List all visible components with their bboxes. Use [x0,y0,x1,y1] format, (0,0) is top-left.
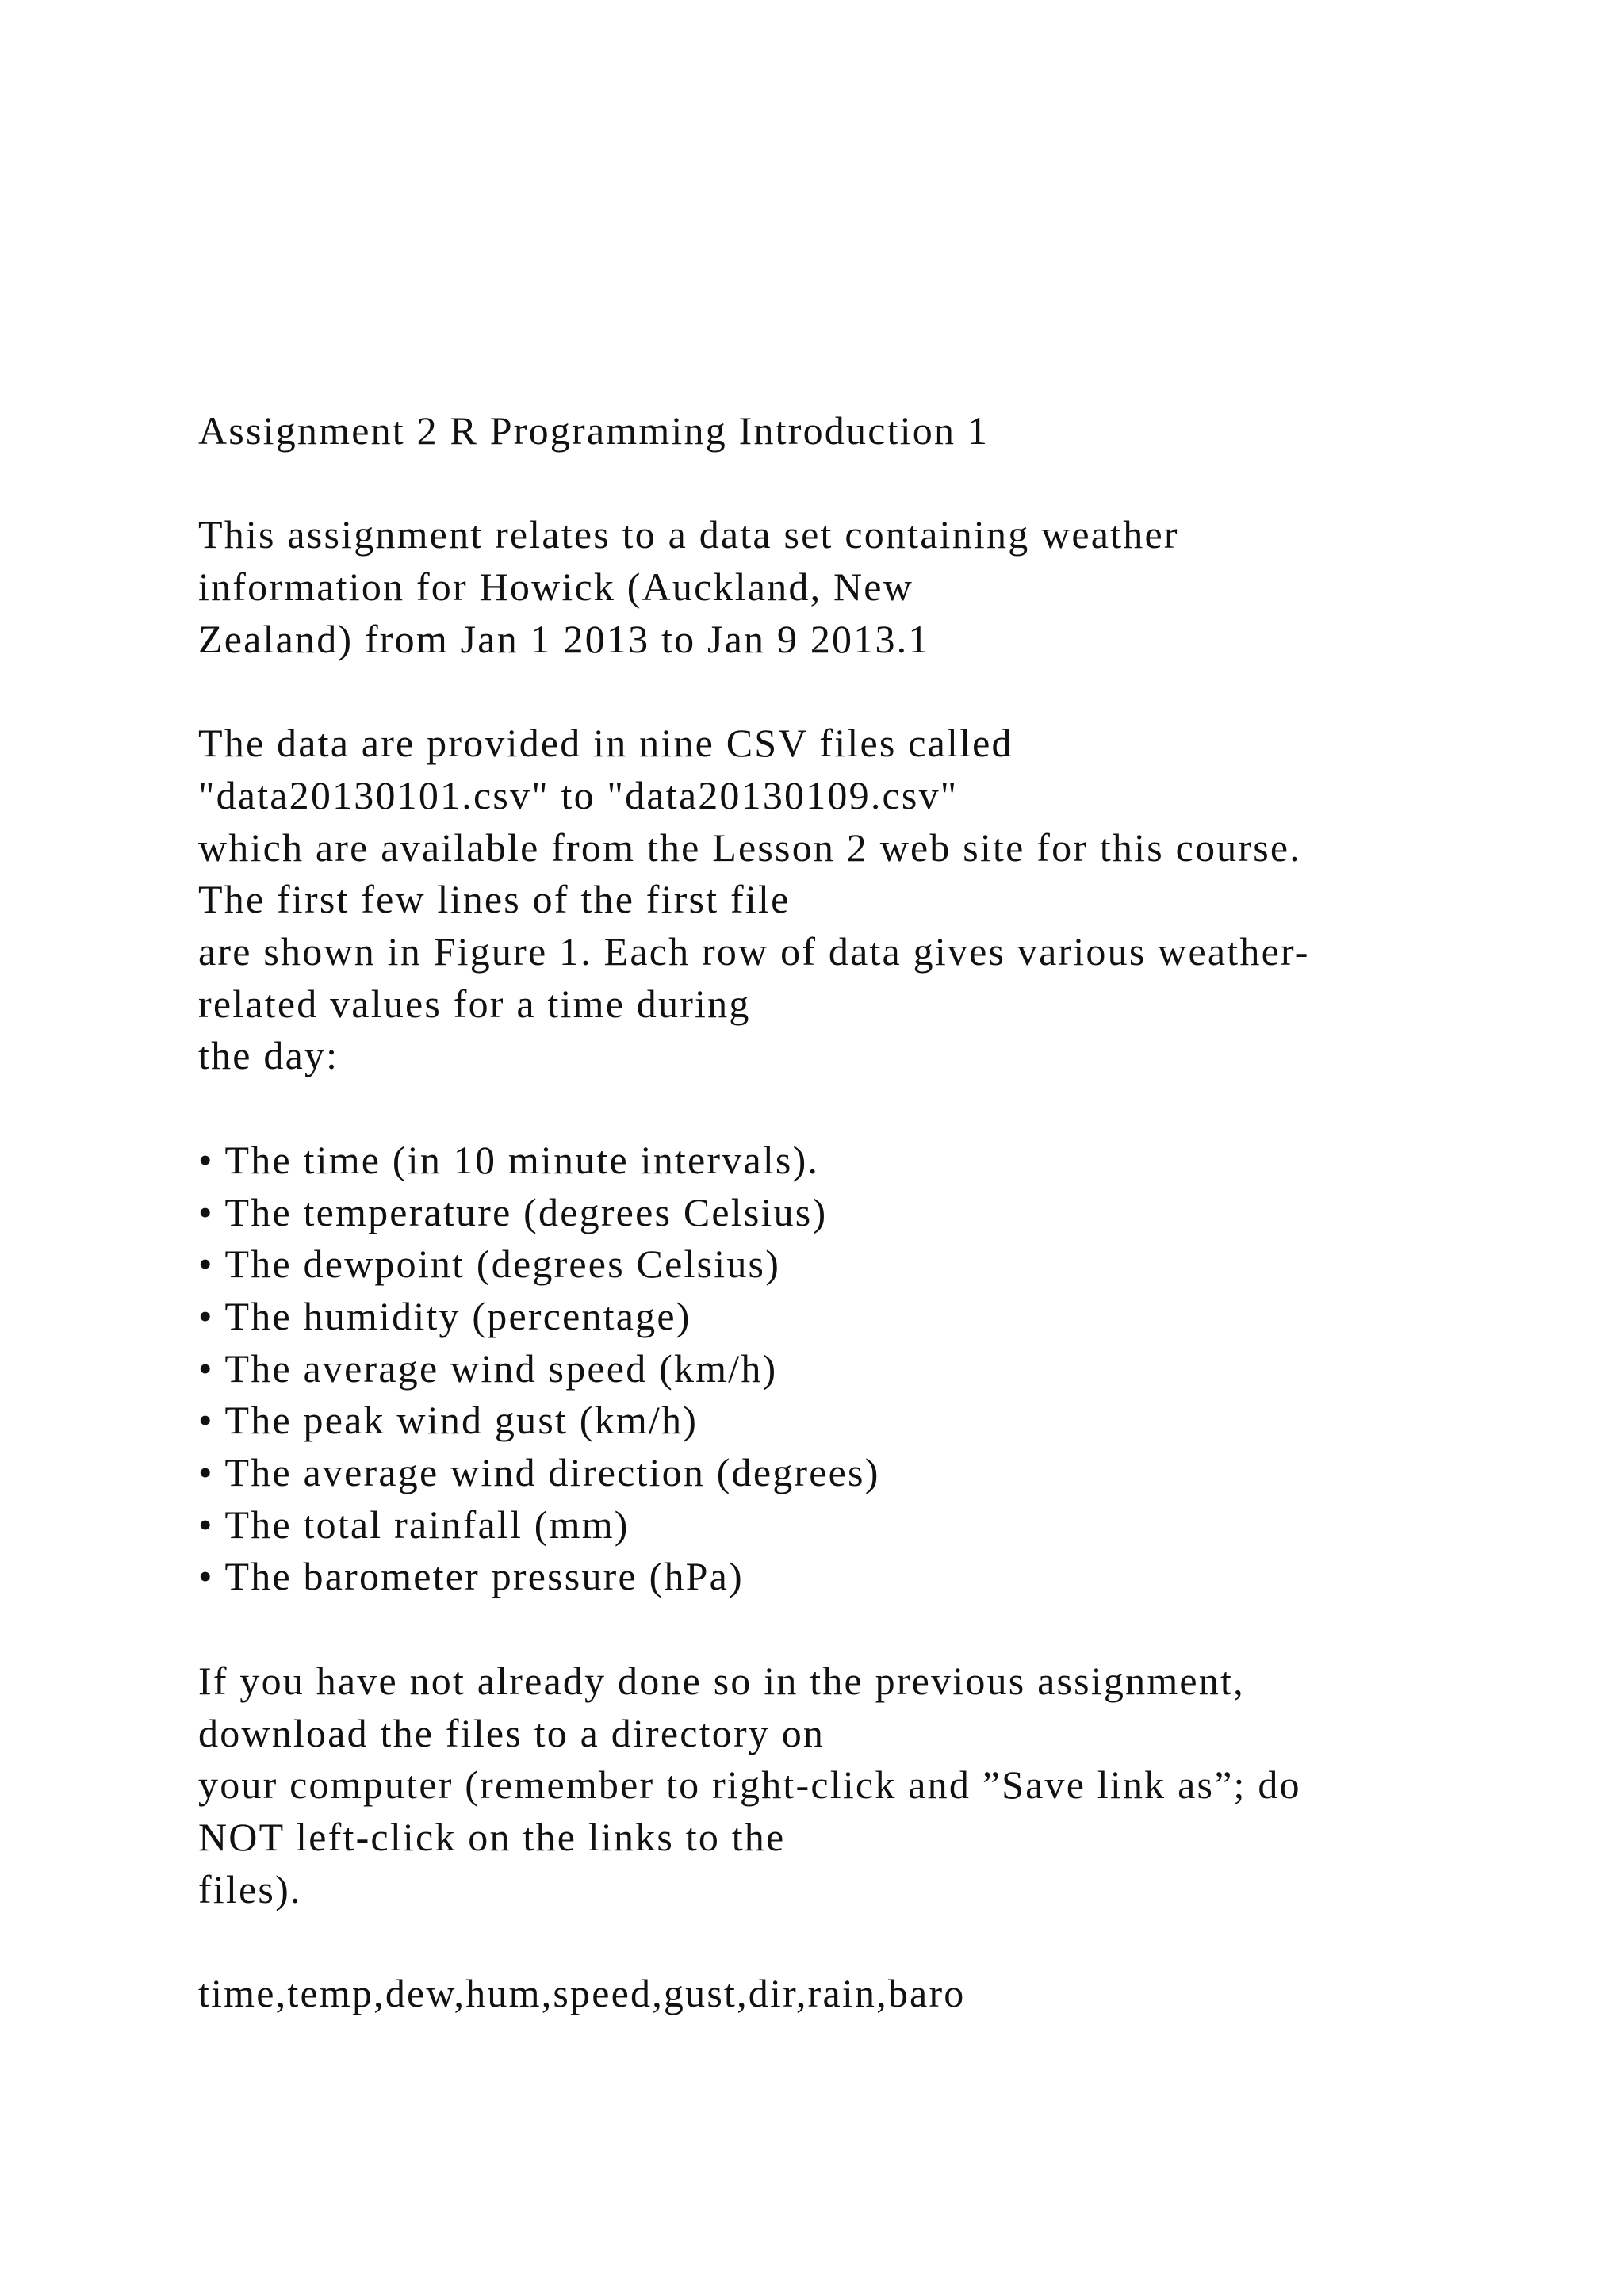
description-line: the day: [198,1033,339,1078]
data-description-paragraph [198,718,1546,1082]
download-paragraph [198,1655,1546,1916]
bullet-item: • The time (in 10 minute intervals). [198,1137,820,1182]
description-line: The first few lines of the first file [198,877,791,922]
blank-line [198,1915,1546,1968]
intro-line: information for Howick (Auckland, New [198,564,914,610]
bullet-item: • The average wind direction (degrees) [198,1450,880,1495]
bullet-item: • The dewpoint (degrees Celsius) [198,1242,781,1287]
description-line: "data20130101.csv" to "data20130109.csv" [198,772,959,817]
document-body [198,405,1546,2020]
description-line: The data are provided in nine CSV files called [198,721,1013,766]
download-line: your computer (remember to right-click and ”Save link as”; do [198,1762,1301,1808]
description-line: are shown in Figure 1. Each row of data gives various weather- [198,929,1310,974]
download-line: download the files to a directory on [198,1710,825,1755]
bullet-list [198,1135,1546,1603]
blank-line [198,457,1546,510]
bullet-item: • The temperature (degrees Celsius) [198,1189,828,1234]
intro-line: Zealand) from Jan 1 2013 to Jan 9 2013.1 [198,616,930,661]
blank-line [198,666,1546,718]
intro-paragraph [198,509,1546,665]
document-title: Assignment 2 R Programming Introduction 1 [198,408,990,453]
download-line: If you have not already done so in the previous assignment, [198,1658,1245,1703]
download-line: NOT left-click on the links to the [198,1814,786,1859]
description-line: related values for a time during [198,981,751,1026]
intro-line: This assignment relates to a data set containing weather [198,512,1179,557]
bullet-item: • The peak wind gust (km/h) [198,1398,699,1443]
blank-line [198,1603,1546,1655]
bullet-item: • The barometer pressure (hPa) [198,1554,744,1599]
download-line: files). [198,1866,302,1911]
bullet-item: • The average wind speed (km/h) [198,1345,778,1391]
bullet-item: • The humidity (percentage) [198,1293,691,1338]
bullet-item: • The total rainfall (mm) [198,1502,630,1547]
csv-header-line: time,temp,dew,hum,speed,gust,dir,rain,baro [198,1971,966,2016]
blank-line [198,1082,1546,1135]
description-line: which are available from the Lesson 2 web site for this course. [198,825,1301,870]
